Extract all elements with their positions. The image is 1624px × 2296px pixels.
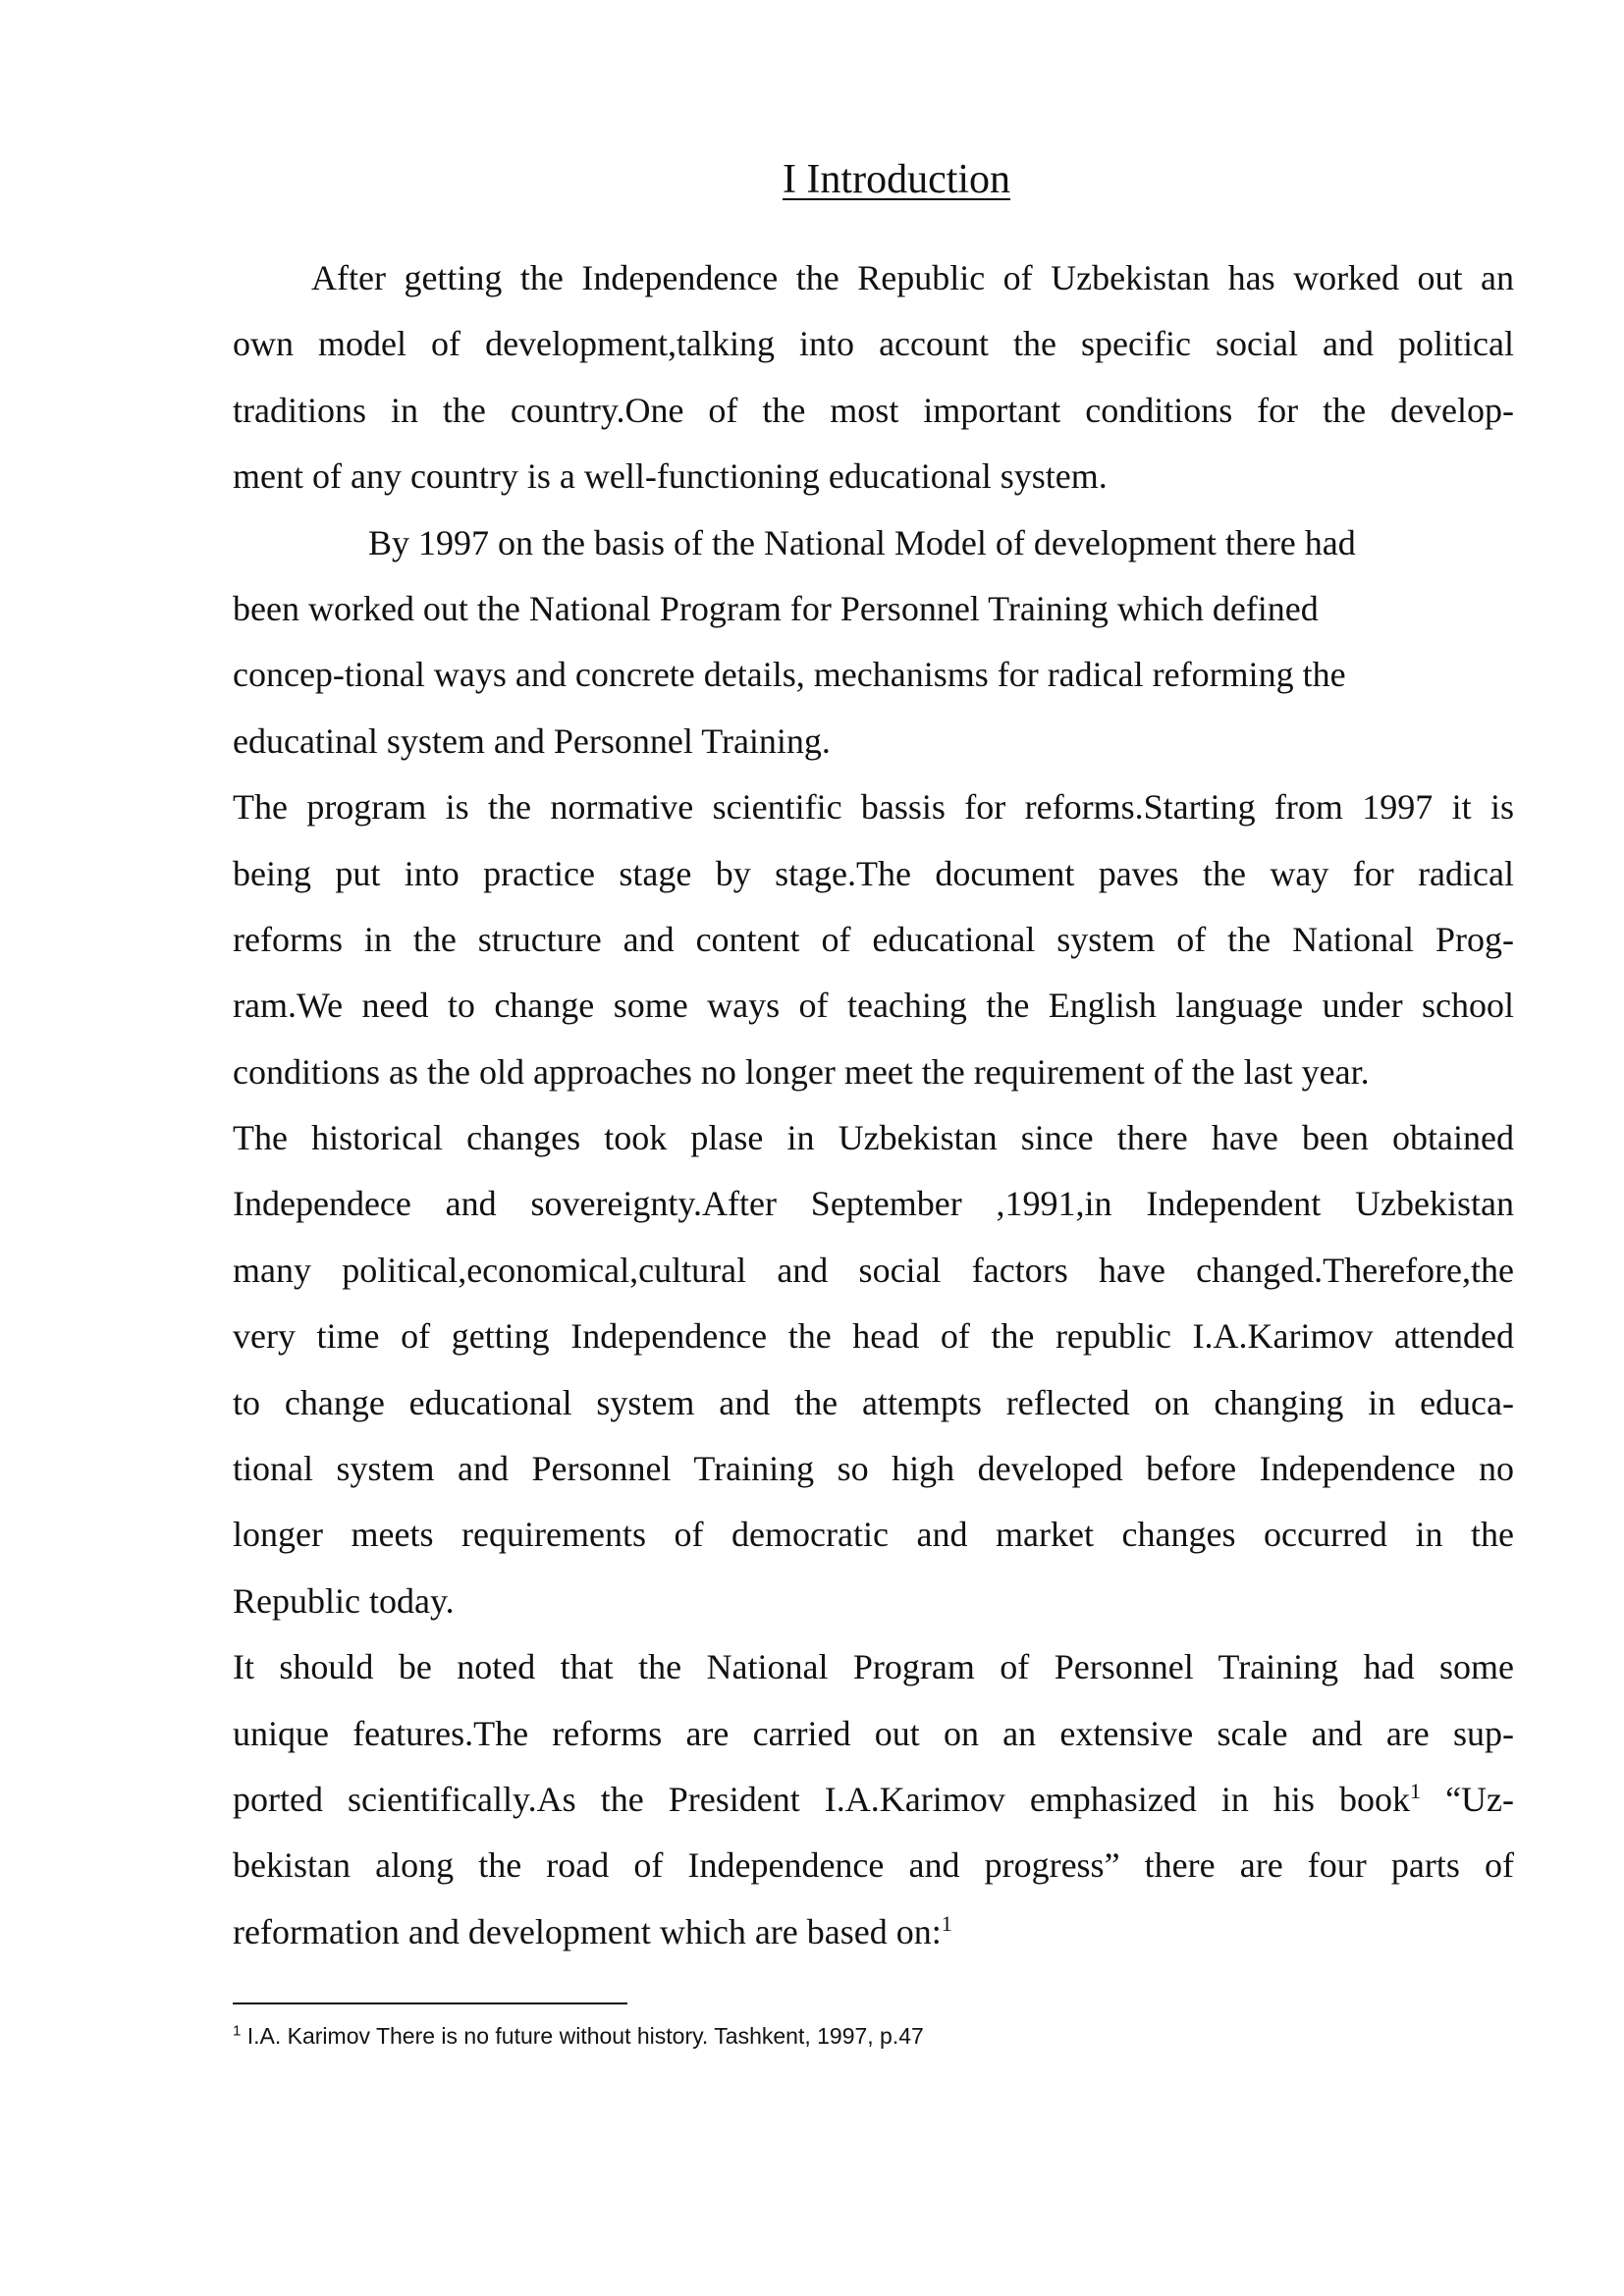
paragraph-5 bbox=[233, 1634, 1514, 1965]
text-line: reforms in the structure and content of educational system of the National Prog- bbox=[233, 919, 1514, 959]
text-line: longer meets requirements of democratic and market changes occurred in the bbox=[233, 1515, 1514, 1555]
text-line: The program is the normative scientific bassis for reforms.Starting from 1997 it is bbox=[233, 787, 1514, 828]
text-line: very time of getting Independence the head of the republic I.A.Karimov attended bbox=[233, 1316, 1514, 1357]
text-line: The historical changes took plase in Uzbekistan since there have been obtained bbox=[233, 1118, 1514, 1158]
footnote bbox=[233, 2020, 1514, 2052]
text-line: being put into practice stage by stage.The document paves the way for radical bbox=[233, 853, 1514, 893]
text-line: unique features.The reforms are carried out on an extensive scale and are sup- bbox=[233, 1713, 1514, 1753]
footnote-reference[interactable]: 1 bbox=[941, 1910, 952, 1936]
footnote-text: I.A. Karimov There is no future without history. Tashkent, 1997, p.47 bbox=[246, 2023, 924, 2049]
footnote-marker: 1 bbox=[233, 2022, 242, 2040]
text-line: By 1997 on the basis of the National Model of development there had bbox=[368, 522, 1356, 562]
text-line: to change educational system and the attempts reflected on changing in educa- bbox=[233, 1382, 1514, 1422]
paragraph-2 bbox=[233, 510, 1514, 775]
text-line: concep-tional ways and concrete details, mechanisms for radical reforming the bbox=[233, 655, 1346, 695]
text-line: It should be noted that the National Program of Personnel Training had some bbox=[233, 1647, 1514, 1687]
paragraph-1 bbox=[233, 245, 1514, 510]
footnote-reference[interactable]: 1 bbox=[1409, 1778, 1421, 1803]
text-line: conditions as the old approaches no longer meet the requirement of the last year. bbox=[233, 1051, 1370, 1092]
footnote-separator bbox=[233, 2002, 627, 2004]
body-text bbox=[233, 245, 1514, 1965]
page-title: I Introduction bbox=[782, 157, 1011, 202]
text-line: been worked out the National Program for Personnel Training which defined bbox=[233, 588, 1319, 628]
text-line: Independece and sovereignty.After September ,1991,in Independent Uzbekistan bbox=[233, 1184, 1514, 1224]
text-line: many political,economical,cultural and social factors have changed.Therefore,the bbox=[233, 1250, 1514, 1290]
text-line: tional system and Personnel Training so high developed before Independence no bbox=[233, 1449, 1514, 1489]
text-line: educatinal system and Personnel Training. bbox=[233, 721, 831, 761]
text-line: After getting the Independence the Republic of Uzbekistan has worked out an bbox=[311, 258, 1514, 297]
text-line-with-footnote bbox=[233, 1767, 1514, 1833]
text-line-with-footnote bbox=[233, 1899, 1514, 1965]
text-line: ment of any country is a well-functioning educational system. bbox=[233, 456, 1108, 497]
paragraph-3 bbox=[233, 774, 1514, 1105]
text-line: traditions in the country.One of the most important conditions for the develop- bbox=[233, 390, 1514, 430]
paragraph-4 bbox=[233, 1105, 1514, 1634]
text-line: Republic today. bbox=[233, 1580, 455, 1621]
text-line: own model of development,talking into account the specific social and political bbox=[233, 324, 1514, 364]
text-line: bekistan along the road of Independence and progress” there are four parts of bbox=[233, 1845, 1514, 1886]
text-line: ram.We need to change some ways of teaching the English language under school bbox=[233, 986, 1514, 1026]
text-fragment: “Uz- bbox=[1445, 1779, 1514, 1819]
text-fragment: reformation and development which are based on: bbox=[233, 1911, 942, 1951]
text-fragment: ported scientifically.As the President I.A.Karimov emphasized in his book bbox=[233, 1779, 1410, 1819]
